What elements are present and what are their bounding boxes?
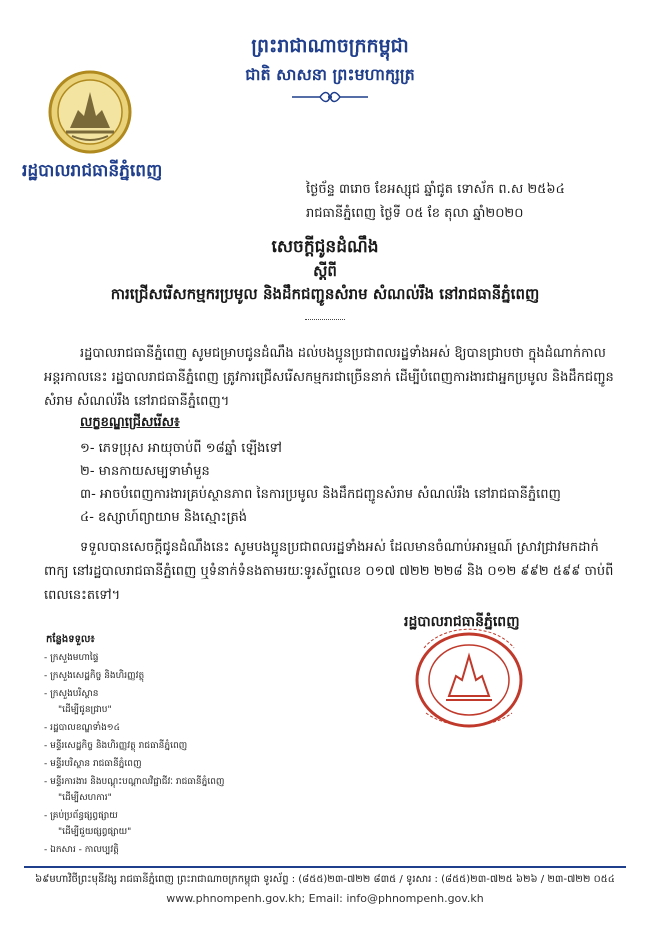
city-emblem-icon	[48, 70, 132, 154]
lunar-date: ថ្ងៃច័ន្ទ ៣រោច ខែអស្សុជ ឆ្នាំជូត ទោស័ក ព.ស ២៥៦៤	[306, 182, 565, 197]
signature-title: រដ្ឋបាលរាជធានីភ្នំពេញ	[404, 614, 520, 630]
issuing-organization: រដ្ឋបាលរាជធានីភ្នំពេញ	[22, 161, 163, 181]
criteria-heading: លក្ខខណ្ឌជ្រើសរើស៖	[80, 415, 180, 430]
body-paragraph-1: រដ្ឋបាលរាជធានីភ្នំពេញ សូមជម្រាបជូនដំណឹង ដល់បងប្អូនប្រជាពលរដ្ឋទាំងអស់ ឱ្យបានជ្រាបថា ក្នុងដំណាក់កាលអន្តរកាលនេះ រដ្ឋបាលរាជធានីភ្នំពេញ ត្រូវការជ្រើសរើសកម្មករជាច្រើននាក់ ដើម្បីបំពេញការងារជាអ្នកប្រមូល និងដឹកជញ្ជូនសំរាម សំណល់រឹង នៅរាជធានីភ្នំពេញ។	[44, 346, 614, 409]
notice-subject: ការជ្រើសរើសកម្មករប្រមូល និងដឹកជញ្ជូនសំរាម សំណល់រឹង នៅរាជធានីភ្នំពេញ	[110, 285, 540, 303]
criteria-item: ៤- ឧស្សាហ៍ព្យាយាម និងស្មោះត្រង់	[80, 510, 248, 525]
criteria-item: ១- ភេទប្រុស អាយុចាប់ពី ១៨ឆ្នាំ ឡើងទៅ	[80, 441, 282, 456]
recipient-item: - គ្រប់ប្រព័ន្ធផ្សព្វផ្សាយ	[44, 811, 118, 821]
solar-date: រាជធានីភ្នំពេញ ថ្ងៃទី ០៥ ខែ តុលា ឆ្នាំ២០២០	[306, 206, 524, 221]
notice-about: ស្តីពី	[313, 262, 337, 280]
kingdom-title: ព្រះរាជាណាចក្រកម្ពុជា	[251, 35, 409, 57]
recipients-heading: កន្លែងទទួល៖	[46, 634, 95, 645]
official-stamp-icon	[404, 618, 534, 733]
recipient-item: "ដើម្បីជូនជ្រាប"	[58, 705, 112, 715]
title-divider	[305, 319, 345, 320]
recipient-item: - មន្ទីរបរិស្ថាន រាជធានីភ្នំពេញ	[44, 759, 142, 769]
footer-divider	[24, 866, 626, 868]
footer-address: ៦៩មហាវិថីព្រះមុនីវង្ស រាជធានីភ្នំពេញ ព្រះរាជាណាចក្រកម្ពុជា ទូរស័ព្ទ : (៨៥៥)២៣-៧២២ ៨៣៥ / ទូរសារ : (៨៥៥)២៣-៧២៥ ៦២៦ / ២៣-៧២២ ០៥៤	[35, 874, 615, 885]
ornament-divider-icon	[290, 90, 370, 104]
recipient-item: - ក្រសួងមហាផ្ទៃ	[44, 653, 99, 663]
notice-title: សេចក្តីជូនដំណឹង	[271, 237, 379, 257]
recipient-item: - ឯកសារ - កាលប្បវត្តិ	[44, 845, 119, 855]
criteria-item: ៣- អាចបំពេញការងារគ្រប់ស្ថានភាព នៃការប្រមូល និងដឹកជញ្ជូនសំរាម សំណល់រឹង នៅរាជធានីភ្នំពេញ	[80, 487, 561, 502]
national-motto: ជាតិ សាសនា ព្រះមហាក្សត្រ	[245, 65, 415, 84]
recipient-item: - មន្ទីរសេដ្ឋកិច្ច និងហិរញ្ញវត្ថុ រាជធានីភ្នំពេញ	[44, 741, 188, 751]
footer-contact[interactable]: www.phnompenh.gov.kh; Email: info@phnompenh.gov.kh	[166, 892, 484, 905]
recipient-item: - ក្រសួងសេដ្ឋកិច្ច និងហិរញ្ញវត្ថុ	[44, 671, 145, 681]
recipient-item: "ដើម្បីសហការ"	[58, 793, 112, 803]
recipient-item: - មន្ទីរការងារ និងបណ្តុះបណ្តាលវិជ្ជាជីវៈ រាជធានីភ្នំពេញ	[44, 777, 225, 787]
criteria-item: ២- មានកាយសម្បទាមាំមួន	[80, 464, 210, 479]
recipient-item: - ក្រសួងបរិស្ថាន	[44, 689, 99, 699]
recipient-item: "ដើម្បីជួយផ្សព្វផ្សាយ"	[58, 827, 132, 837]
body-paragraph-2: ទទួលបានសេចក្តីជូនដំណឹងនេះ សូមបងប្អូនប្រជាពលរដ្ឋទាំងអស់ ដែលមានចំណាប់អារម្មណ៍ ស្រាវជ្រាវមកដាក់ពាក្យ នៅរដ្ឋបាលរាជធានីភ្នំពេញ ឬទំនាក់ទំនងតាមរយៈទូរស័ព្ទលេខ ០១៧ ៧២២ ២២៨ និង ០១២ ៩៩២ ៥៩៩ ចាប់ពីពេលនេះតទៅ។	[44, 540, 614, 603]
recipient-item: - រដ្ឋបាលខណ្ឌទាំង១៤	[44, 723, 120, 733]
